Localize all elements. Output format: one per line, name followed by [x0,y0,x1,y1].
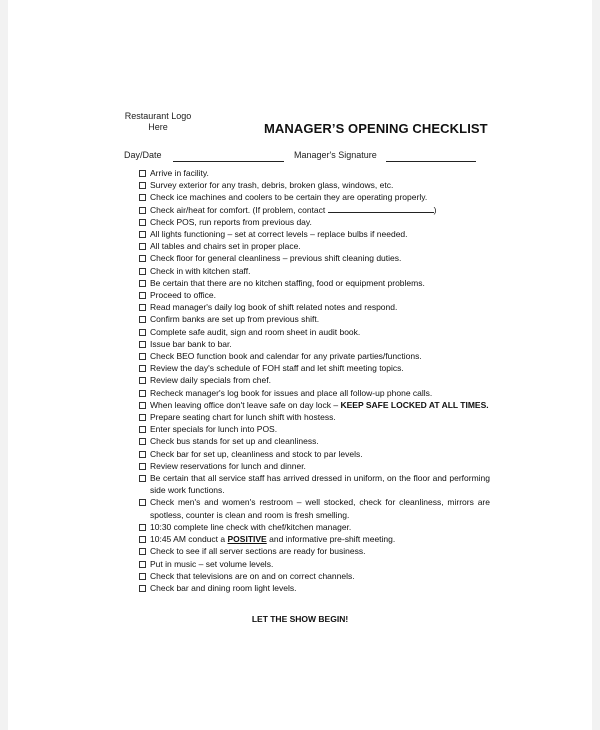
checklist-item: Proceed to office. [139,289,490,301]
checkbox[interactable] [139,194,146,201]
page-title: MANAGER’S OPENING CHECKLIST [264,121,488,136]
checkbox[interactable] [139,463,146,470]
checkbox[interactable] [139,207,146,214]
signature-field[interactable] [386,161,476,162]
checklist-item: Check men's and women's restroom – well stocked, check for cleanliness, mirrors are spotless, counter is clean and room is fresh smelling. [139,496,490,520]
checkbox[interactable] [139,304,146,311]
date-field[interactable] [173,161,284,162]
checklist-item: Review daily specials from chef. [139,374,490,386]
checkbox[interactable] [139,231,146,238]
checkbox[interactable] [139,280,146,287]
checklist-item: Put in music – set volume levels. [139,558,490,570]
checkbox[interactable] [139,585,146,592]
checklist-item: Check POS, run reports from previous day. [139,216,490,228]
checklist-item: All tables and chairs set in proper place. [139,240,490,252]
checklist-item: Check air/heat for comfort. (If problem, contact ) [139,204,490,216]
checklist-item: Check bar and dining room light levels. [139,582,490,594]
checkbox[interactable] [139,353,146,360]
restaurant-logo-placeholder [110,111,206,133]
checkbox[interactable] [139,243,146,250]
checklist-item: Prepare seating chart for lunch shift with hostess. [139,411,490,423]
closing-line: LET THE SHOW BEGIN! [251,614,349,624]
checkbox[interactable] [139,499,146,506]
checklist-item: Survey exterior for any trash, debris, broken glass, windows, etc. [139,179,490,191]
checklist-item: Review reservations for lunch and dinner. [139,460,490,472]
checklist-item: Arrive in facility. [139,167,490,179]
checkbox[interactable] [139,182,146,189]
checkbox[interactable] [139,329,146,336]
checkbox[interactable] [139,524,146,531]
positive-emphasis: POSITIVE [227,534,267,545]
checkbox[interactable] [139,316,146,323]
checklist-item: Review the day's schedule of FOH staff and let shift meeting topics. [139,362,490,374]
checklist-item: Read manager's daily log book of shift related notes and respond. [139,301,490,313]
checkbox[interactable] [139,573,146,580]
checkbox[interactable] [139,475,146,482]
checkbox[interactable] [139,561,146,568]
checklist-item: 10:45 AM conduct a POSITIVE and informative pre-shift meeting. [139,533,490,545]
checklist-item: Complete safe audit, sign and room sheet in audit book. [139,326,490,338]
checklist-item: Check that televisions are on and on correct channels. [139,570,490,582]
checkbox[interactable] [139,255,146,262]
checklist-item: All lights functioning – set at correct levels – replace bulbs if needed. [139,228,490,240]
logo-line-1: Restaurant Logo [124,111,192,121]
checklist-item: Check to see if all server sections are ready for business. [139,545,490,557]
checkbox[interactable] [139,426,146,433]
checklist-item: Check in with kitchen staff. [139,265,490,277]
checkbox[interactable] [139,451,146,458]
document-page [8,0,592,730]
checkbox[interactable] [139,365,146,372]
checkbox[interactable] [139,268,146,275]
checkbox[interactable] [139,170,146,177]
checklist-item: Check ice machines and coolers to be certain they are operating properly. [139,191,490,203]
checkbox[interactable] [139,548,146,555]
checkbox[interactable] [139,414,146,421]
checkbox[interactable] [139,341,146,348]
checkbox[interactable] [139,390,146,397]
checklist-item: Enter specials for lunch into POS. [139,423,490,435]
checkbox[interactable] [139,377,146,384]
checklist-item: Check floor for general cleanliness – previous shift cleaning duties. [139,252,490,264]
checkbox[interactable] [139,402,146,409]
checkbox[interactable] [139,536,146,543]
signature-label: Manager's Signature [294,150,377,160]
checklist-item: Check bus stands for set up and cleanliness. [139,435,490,447]
checklist-item: Be certain that there are no kitchen staffing, food or equipment problems. [139,277,490,289]
checklist-item: Check bar for set up, cleanliness and stock to par levels. [139,448,490,460]
checklist-item: Check BEO function book and calendar for any private parties/functions. [139,350,490,362]
checklist-item: Recheck manager's log book for issues and place all follow-up phone calls. [139,387,490,399]
checkbox[interactable] [139,292,146,299]
checklist-item: Confirm banks are set up from previous shift. [139,313,490,325]
checklist-item: 10:30 complete line check with chef/kitchen manager. [139,521,490,533]
checklist-item: Be certain that all service staff has arrived dressed in uniform, on the floor and performing side work functions. [139,472,490,496]
checkbox[interactable] [139,438,146,445]
checklist-item: When leaving office don't leave safe on day lock – KEEP SAFE LOCKED AT ALL TIMES. [139,399,490,411]
contact-blank[interactable] [328,204,434,213]
checkbox[interactable] [139,219,146,226]
checklist [139,167,490,594]
checklist-item: Issue bar bank to bar. [139,338,490,350]
safe-emphasis: KEEP SAFE LOCKED AT ALL TIMES. [340,399,489,410]
logo-line-2: Here [148,122,168,132]
date-label: Day/Date [124,150,162,160]
